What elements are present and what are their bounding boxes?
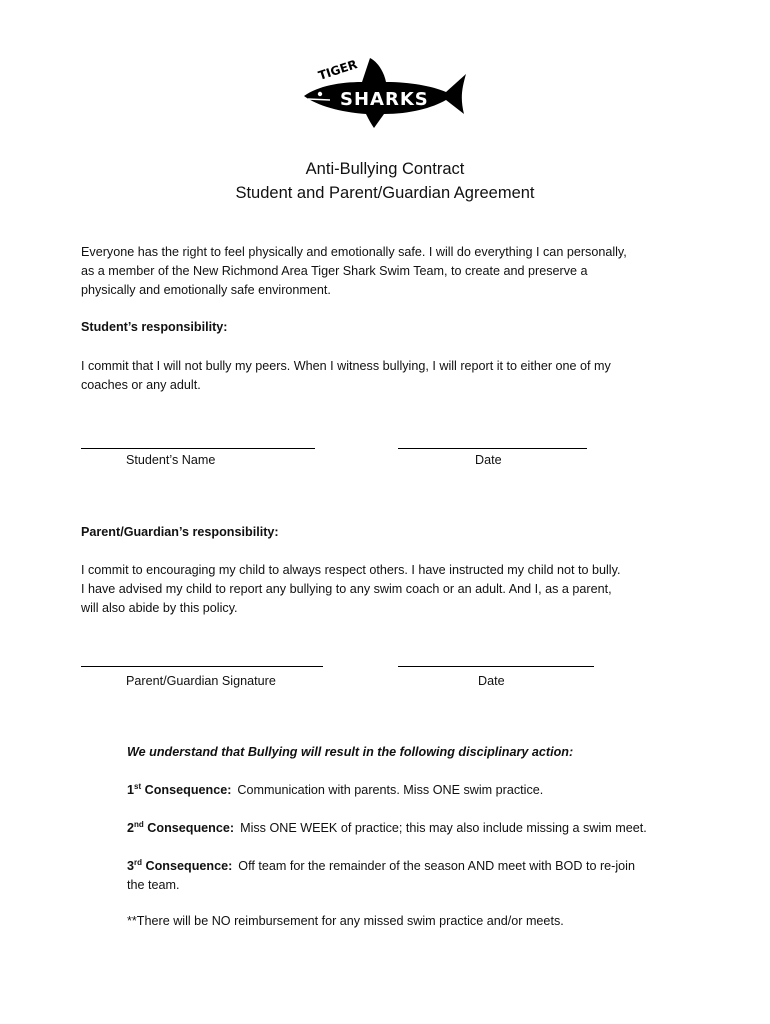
consequence-1: 1st Consequence: Communication with parents. Miss ONE swim practice. <box>127 781 544 797</box>
student-commitment: I commit that I will not bully my peers. When I witness bullying, I will report it to either one of my coaches or any adult. <box>81 359 611 392</box>
parent-heading: Parent/Guardian’s responsibility: <box>81 525 279 539</box>
student-date-line[interactable] <box>398 448 587 449</box>
student-name-label: Student’s Name <box>126 453 216 467</box>
parent-date-label: Date <box>478 674 505 688</box>
disciplinary-notice: We understand that Bullying will result in the following disciplinary action: <box>127 745 574 759</box>
student-date-label: Date <box>475 453 502 467</box>
parent-commitment: I commit to encouraging my child to always respect others. I have instructed my child not to bully. I have advised my child to report any bullying to any swim coach or an adult. And I, as a parent, will also abide by this policy. <box>81 563 621 615</box>
intro-paragraph: Everyone has the right to feel physically and emotionally safe. I will do everything I can personally, as a member of the New Richmond Area Tiger Shark Swim Team, to create and preserve a physically and emotionally safe environment. <box>81 245 627 297</box>
parent-date-line[interactable] <box>398 666 594 667</box>
reimbursement-footnote: **There will be NO reimbursement for any missed swim practice and/or meets. <box>127 914 564 928</box>
student-heading: Student’s responsibility: <box>81 320 228 334</box>
document-subtitle: Student and Parent/Guardian Agreement <box>235 184 535 202</box>
logo-text-sharks: SHARKS <box>340 89 429 110</box>
tiger-sharks-logo <box>300 52 470 132</box>
document-title: Anti-Bullying Contract <box>305 160 465 178</box>
shark-logo-icon <box>300 52 470 132</box>
consequence-3: 3rd Consequence: Off team for the remainder of the season AND meet with BOD to re-join the team. <box>127 857 635 892</box>
parent-signature-line[interactable] <box>81 666 323 667</box>
consequence-2: 2nd Consequence: Miss ONE WEEK of practice; this may also include missing a swim meet. <box>127 819 647 835</box>
student-name-line[interactable] <box>81 448 315 449</box>
parent-signature-label: Parent/Guardian Signature <box>126 674 276 688</box>
logo-text-tiger: TIGER <box>316 57 359 83</box>
